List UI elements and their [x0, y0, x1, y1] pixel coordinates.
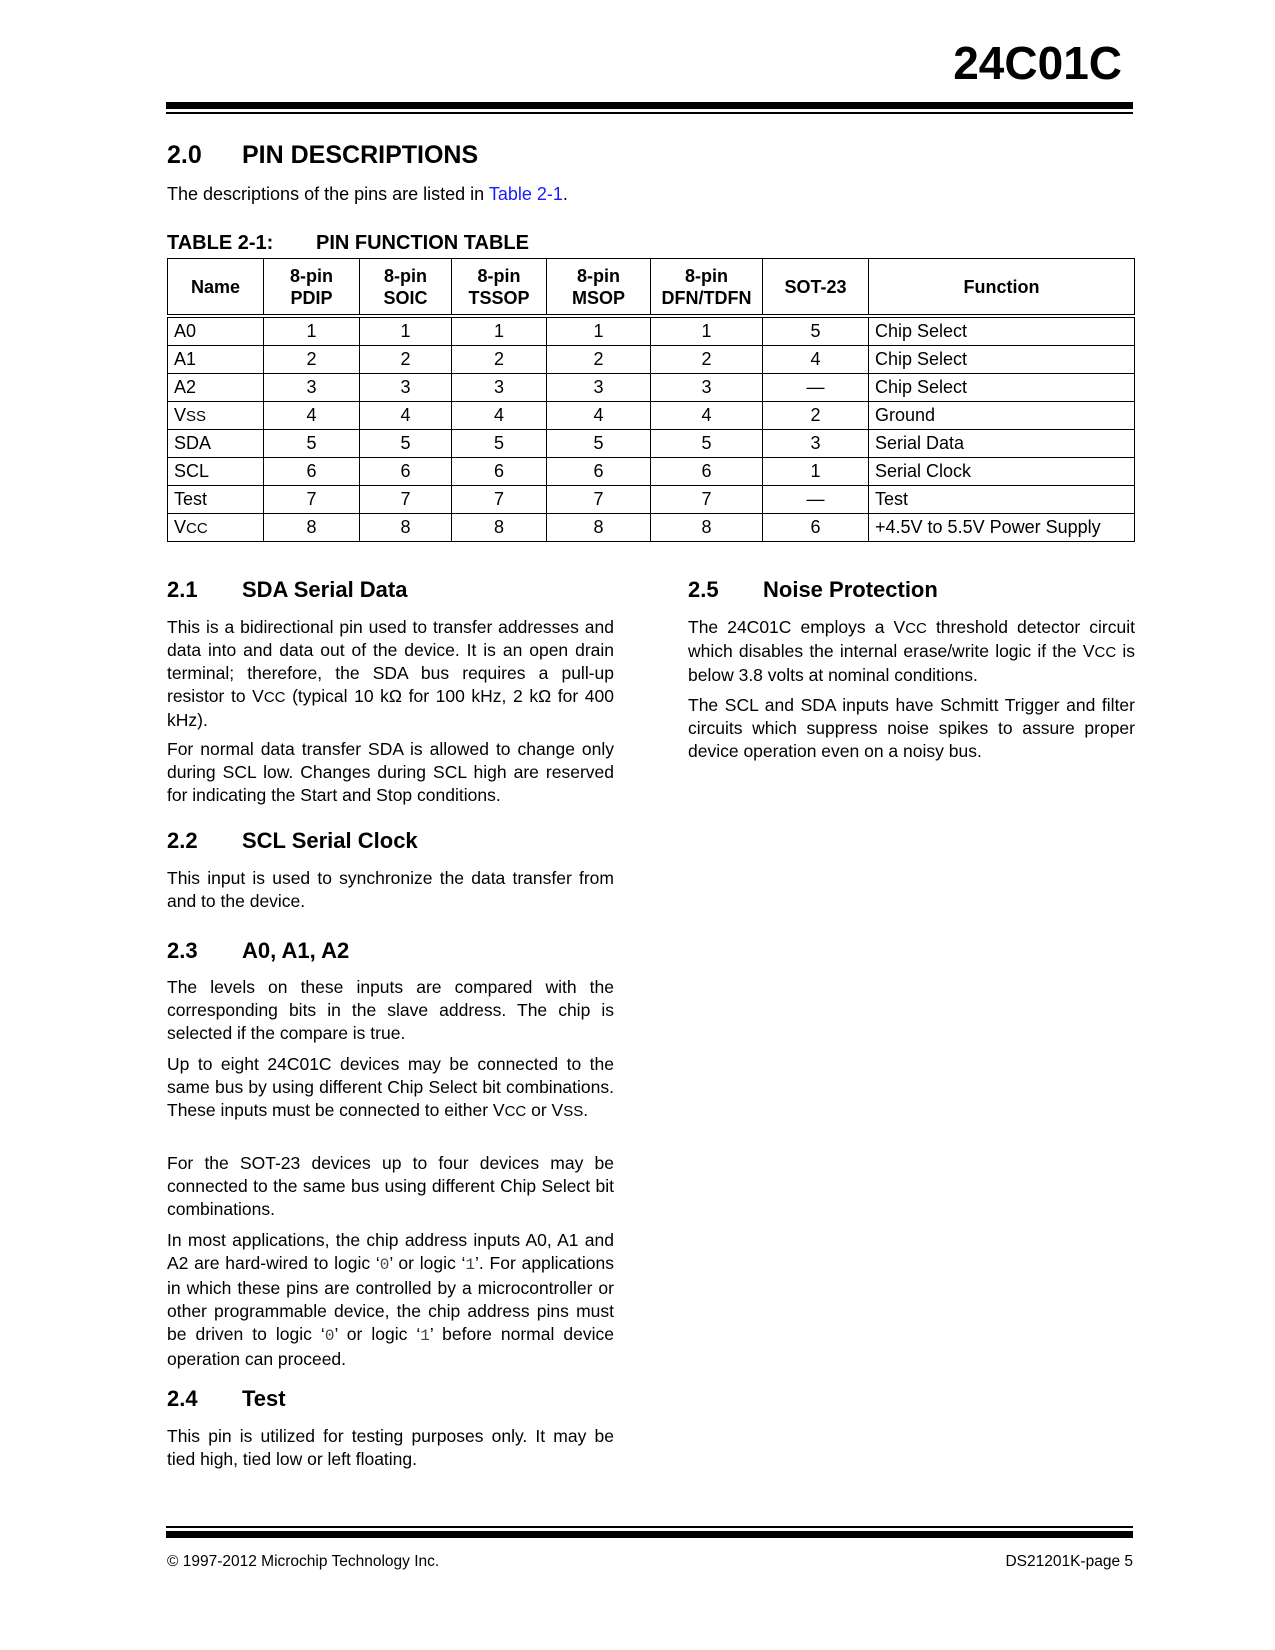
pin-name: SDA	[174, 433, 212, 453]
section-heading-2-0	[167, 141, 478, 170]
pin-number-cell-pdip: 3	[264, 374, 360, 402]
column-header-line: PDIP	[290, 287, 333, 308]
column-header	[547, 259, 651, 317]
pin-number-cell-sot23: —	[763, 374, 869, 402]
column-header-line: DFN/TDFN	[661, 287, 752, 308]
pin-name-cell	[168, 374, 264, 402]
section-title: PIN DESCRIPTIONS	[242, 141, 479, 169]
text: The 24C01C employs a V	[688, 617, 906, 637]
pin-number-cell-dfn: 7	[651, 486, 763, 514]
table-caption	[167, 232, 529, 255]
column-header-line: 8-pin	[384, 265, 427, 286]
paragraph: This input is used to synchronize the data transfer from and to the device.	[167, 868, 614, 911]
pin-function-cell: Chip Select	[869, 346, 1135, 374]
pin-name: V	[174, 405, 187, 425]
column-header-line: 8-pin	[290, 265, 333, 286]
column-header-line: 8-pin	[577, 265, 620, 286]
pin-name: A1	[174, 349, 197, 369]
pin-number-cell-sot23: 6	[763, 514, 869, 542]
text: In most applications, the chip address inputs A0, A1 and A2 are hard-wired to logic ‘	[167, 1230, 614, 1273]
pin-name-cell	[168, 346, 264, 374]
pin-number-cell-sot23: 5	[763, 316, 869, 346]
section-title: SDA Serial Data	[242, 577, 408, 602]
pin-number-cell-dfn: 5	[651, 430, 763, 458]
text: threshold detector circuit which disables the internal erase/write logic if the V	[688, 617, 1135, 661]
pin-function-cell: Test	[869, 486, 1135, 514]
pin-number-cell-tssop: 8	[452, 514, 547, 542]
paragraph: For normal data transfer SDA is allowed to change only during SCL low. Changes during SCL high are reserved for indicating the Start and Stop conditions.	[167, 739, 614, 805]
pin-number-cell-tssop: 1	[452, 316, 547, 346]
logic-value: 0	[324, 1327, 335, 1345]
pin-name: A0	[174, 321, 197, 341]
text: ’. For applications in which these pins are controlled by a microcontroller or other programmable device, the chip address pins must be driven to logic ‘	[167, 1253, 615, 1344]
paragraph: The SCL and SDA inputs have Schmitt Trigger and filter circuits which suppress noise spikes to assure proper device operation even on a noisy bus.	[688, 695, 1135, 761]
pin-number-cell-tssop: 3	[452, 374, 547, 402]
pin-number-cell-pdip: 2	[264, 346, 360, 374]
column-header-line: TSSOP	[468, 287, 530, 308]
pin-name-cell	[168, 316, 264, 346]
table-2-1-link[interactable]: Table 2-1	[488, 184, 563, 204]
pin-name-cell	[168, 430, 264, 458]
pin-function-cell: +4.5V to 5.5V Power Supply	[869, 514, 1135, 542]
pin-function-cell: Serial Clock	[869, 458, 1135, 486]
pin-number-cell-pdip: 7	[264, 486, 360, 514]
pin-number-cell-sot23: 1	[763, 458, 869, 486]
column-header-line: Function	[963, 276, 1040, 297]
pin-number-cell-sot23: 3	[763, 430, 869, 458]
paragraph	[167, 1229, 614, 1371]
text: ’ before normal device operation can proceed.	[167, 1324, 614, 1369]
paragraph	[167, 1053, 614, 1123]
subscript-text: CC	[1094, 644, 1117, 661]
pin-number-cell-soic: 6	[360, 458, 452, 486]
paragraph: For the SOT-23 devices up to four devices may be connected to the same bus using different Chip Select bit combinations.	[167, 1153, 614, 1219]
paragraph	[688, 616, 1135, 687]
pin-number-cell-msop: 5	[547, 430, 651, 458]
pin-number-cell-tssop: 2	[452, 346, 547, 374]
paragraph: This pin is utilized for testing purposes only. It may be tied high, tied low or left floating.	[167, 1426, 614, 1469]
column-header-line: SOT-23	[784, 276, 847, 297]
subscript-text: CC	[905, 620, 927, 637]
section-title: Test	[242, 1386, 286, 1411]
column-header	[452, 259, 547, 317]
pin-number-cell-soic: 5	[360, 430, 452, 458]
column-header	[168, 259, 264, 317]
section-number: 2.4	[167, 1386, 198, 1411]
pin-name-cell	[168, 402, 264, 430]
pin-number-cell-soic: 4	[360, 402, 452, 430]
pin-number-cell-pdip: 8	[264, 514, 360, 542]
section-intro	[167, 184, 568, 205]
table-row	[168, 514, 1135, 542]
text: is below 3.8 volts at nominal conditions.	[688, 641, 1135, 685]
table-caption-title: PIN FUNCTION TABLE	[316, 232, 529, 254]
subscript-text: SS	[563, 1103, 584, 1120]
column-header	[360, 259, 452, 317]
column-header-line: SOIC	[383, 287, 428, 308]
table-row	[168, 402, 1135, 430]
section-title: Noise Protection	[763, 577, 938, 602]
pin-number-cell-msop: 2	[547, 346, 651, 374]
section-heading-2-2	[167, 828, 418, 854]
column-header-line: MSOP	[571, 287, 625, 308]
pin-number-cell-msop: 8	[547, 514, 651, 542]
pin-number-cell-msop: 1	[547, 316, 651, 346]
pin-number-cell-dfn: 1	[651, 316, 763, 346]
column-header-line: 8-pin	[477, 265, 521, 286]
pin-number-cell-pdip: 6	[264, 458, 360, 486]
text: ’ or logic ‘	[334, 1324, 421, 1344]
pin-number-cell-pdip: 5	[264, 430, 360, 458]
subscript-text: CC	[504, 1103, 527, 1120]
table-row	[168, 316, 1135, 346]
column-header	[869, 259, 1135, 317]
table-row	[168, 374, 1135, 402]
pin-number-cell-soic: 7	[360, 486, 452, 514]
table-row	[168, 458, 1135, 486]
pin-number-cell-sot23: 4	[763, 346, 869, 374]
section-heading-2-3	[167, 938, 349, 964]
section-heading-2-1	[167, 577, 407, 603]
table-row	[168, 346, 1135, 374]
pin-name-cell	[168, 514, 264, 542]
section-title: A0, A1, A2	[242, 938, 350, 963]
pin-name: V	[174, 517, 187, 537]
table-header-row	[168, 259, 1135, 317]
pin-name-subscript: SS	[186, 408, 207, 425]
footer-rule-thick	[166, 1531, 1133, 1538]
pin-number-cell-msop: 7	[547, 486, 651, 514]
text: ’ or logic ‘	[389, 1253, 466, 1273]
pin-number-cell-soic: 3	[360, 374, 452, 402]
section-number: 2.3	[167, 938, 198, 963]
section-number: 2.0	[167, 141, 202, 169]
table-row	[168, 430, 1135, 458]
pin-number-cell-dfn: 3	[651, 374, 763, 402]
pin-number-cell-tssop: 4	[452, 402, 547, 430]
pin-number-cell-dfn: 4	[651, 402, 763, 430]
section-title: SCL Serial Clock	[242, 828, 418, 853]
pin-number-cell-msop: 3	[547, 374, 651, 402]
pin-number-cell-soic: 8	[360, 514, 452, 542]
table-row	[168, 486, 1135, 514]
pin-number-cell-dfn: 8	[651, 514, 763, 542]
pin-number-cell-sot23: —	[763, 486, 869, 514]
pin-number-cell-tssop: 7	[452, 486, 547, 514]
pin-function-table	[167, 258, 1135, 542]
pin-function-cell: Chip Select	[869, 374, 1135, 402]
pin-name-cell	[168, 486, 264, 514]
text: .	[583, 1100, 589, 1120]
text: This is a bidirectional pin used to transfer addresses and data into and data out of the device. It is an open drain terminal; therefore, the SDA bus requires a pull-up resistor to V	[167, 617, 614, 706]
footer-copyright: © 1997-2012 Microchip Technology Inc.	[167, 1553, 440, 1570]
logic-value: 1	[465, 1256, 476, 1274]
pin-name: A2	[174, 377, 197, 397]
logic-value: 1	[420, 1327, 430, 1345]
pin-function-cell: Ground	[869, 402, 1135, 430]
column-header	[264, 259, 360, 317]
pin-name: Test	[174, 489, 208, 509]
header-rule-thin	[166, 112, 1133, 114]
header-rule-thick	[166, 102, 1133, 109]
column-header-line: 8-pin	[685, 265, 728, 286]
section-number: 2.5	[688, 577, 719, 602]
pin-name-cell	[168, 458, 264, 486]
text: (typical 10 kΩ for 100 kHz, 2 kΩ for 400 kHz).	[167, 686, 614, 730]
intro-text: The descriptions of the pins are listed in	[167, 184, 489, 204]
column-header	[651, 259, 763, 317]
pin-number-cell-tssop: 5	[452, 430, 547, 458]
pin-number-cell-pdip: 4	[264, 402, 360, 430]
pin-name-subscript: CC	[186, 520, 208, 537]
section-number: 2.1	[167, 577, 198, 602]
intro-end: .	[562, 184, 568, 204]
pin-number-cell-msop: 4	[547, 402, 651, 430]
pin-number-cell-tssop: 6	[452, 458, 547, 486]
section-heading-2-5	[688, 577, 938, 603]
subscript-text: CC	[263, 689, 286, 706]
section-heading-2-4	[167, 1386, 286, 1412]
pin-number-cell-msop: 6	[547, 458, 651, 486]
logic-value: 0	[379, 1256, 390, 1274]
pin-name: SCL	[174, 461, 210, 481]
footer-rule-thin	[166, 1526, 1133, 1528]
text: or V	[526, 1100, 564, 1120]
text: Up to eight 24C01C devices may be connected to the same bus by using different Chip Select bit combinations. These inputs must be connected to either V	[167, 1054, 614, 1120]
pin-number-cell-sot23: 2	[763, 402, 869, 430]
pin-number-cell-dfn: 2	[651, 346, 763, 374]
footer-page-number: DS21201K-page 5	[1005, 1553, 1133, 1570]
pin-function-cell: Serial Data	[869, 430, 1135, 458]
document-title: 24C01C	[953, 37, 1122, 89]
paragraph	[167, 616, 614, 732]
pin-number-cell-soic: 1	[360, 316, 452, 346]
paragraph: The levels on these inputs are compared with the corresponding bits in the slave address. The chip is selected if the compare is true.	[167, 977, 614, 1043]
pin-number-cell-soic: 2	[360, 346, 452, 374]
section-number: 2.2	[167, 828, 198, 853]
column-header-line: Name	[190, 276, 241, 297]
pin-number-cell-pdip: 1	[264, 316, 360, 346]
table-caption-number: TABLE 2-1:	[167, 232, 274, 254]
pin-function-cell: Chip Select	[869, 316, 1135, 346]
pin-number-cell-dfn: 6	[651, 458, 763, 486]
column-header	[763, 259, 869, 317]
